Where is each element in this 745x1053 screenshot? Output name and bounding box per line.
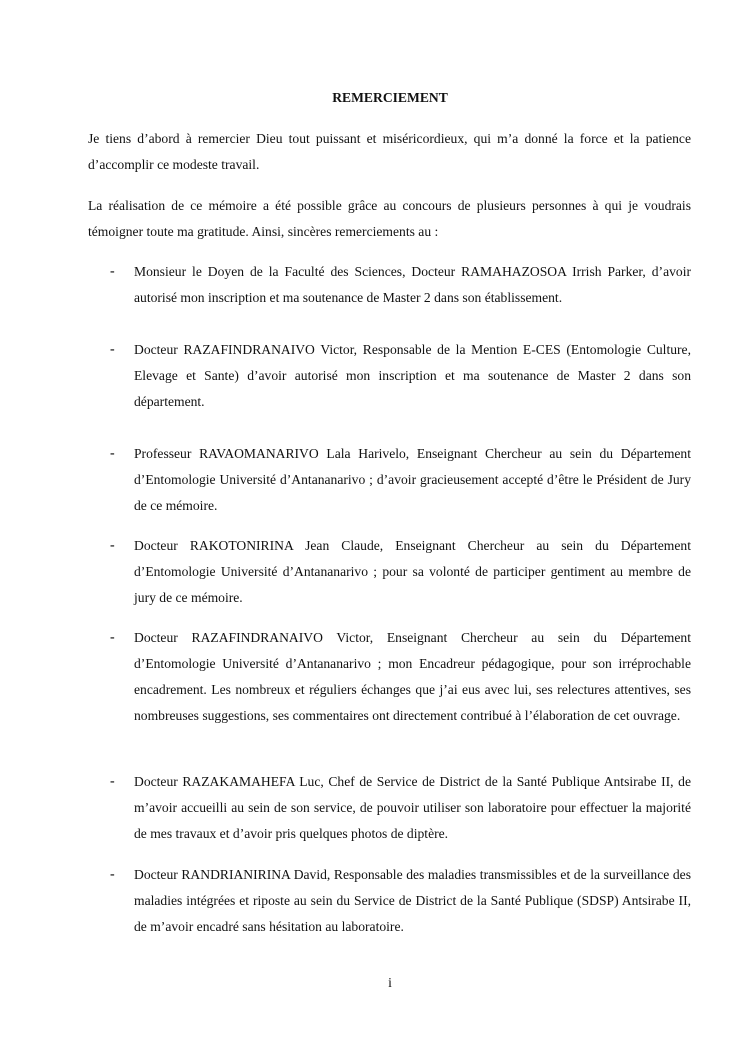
bullet-dash: -	[110, 630, 115, 645]
gratitude-paragraph: La réalisation de ce mémoire a été possible grâce au concours de plusieurs personnes à qui je voudrais témoigner toute ma gratitude. Ainsi, sincères remerciements au :	[88, 198, 691, 239]
bullet-dash: -	[110, 538, 115, 553]
list-item	[110, 769, 691, 847]
intro-paragraph: Je tiens d’abord à remercier Dieu tout puissant et miséricordieux, qui m’a donné la force et la patience d’accomplir ce modeste travail.	[88, 131, 691, 172]
list-item-text: Monsieur le Doyen de la Faculté des Sciences, Docteur RAMAHAZOSOA Irrish Parker, d’avoir autorisé mon inscription et ma soutenance de Master 2 dans son établissement.	[134, 264, 691, 305]
list-item	[110, 259, 691, 311]
bullet-dash: -	[110, 342, 115, 357]
list-item-text: Docteur RAZAFINDRANAIVO Victor, Enseignant Chercheur au sein du Département d’Entomologie Université d’Antananarivo ; mon Encadreur pédagogique, pour son irréprochable encadrement. Les nombreux et réguliers échanges que j’ai eus avec lui, ses relectures attentives, ses nombreuses suggestions, ses commentaires ont directement contribué à l’élaboration de cet ouvrage.	[134, 630, 691, 723]
list-item-text: Docteur RAZAFINDRANAIVO Victor, Responsable de la Mention E-CES (Entomologie Culture, Elevage et Sante) d’avoir autorisé mon inscription et ma soutenance de Master 2 dans son département.	[134, 342, 691, 409]
list-item-text: Docteur RAZAKAMAHEFA Luc, Chef de Service de District de la Santé Publique Antsirabe II, de m’avoir accueilli au sein de son service, de pouvoir utiliser son laboratoire pour effectuer la majorité de mes travaux et d’avoir pris quelques photos de diptère.	[134, 774, 691, 841]
list-item-text: Professeur RAVAOMANARIVO Lala Harivelo, Enseignant Chercheur au sein du Département d’Entomologie Université d’Antananarivo ; d’avoir gracieusement accepté d’être le Président de Jury de ce mémoire.	[134, 446, 691, 513]
bullet-dash: -	[110, 446, 115, 461]
page-number: i	[388, 975, 392, 990]
bullet-dash: -	[110, 264, 115, 279]
bullet-dash: -	[110, 867, 115, 882]
bullet-dash: -	[110, 774, 115, 789]
list-item-text: Docteur RANDRIANIRINA David, Responsable des maladies transmissibles et de la surveillance des maladies intégrées et riposte au sein du Service de District de la Santé Publique (SDSP) Antsirabe II, de m’avoir encadré sans hésitation au laboratoire.	[134, 867, 691, 934]
page-title: REMERCIEMENT	[332, 90, 448, 105]
list-item	[110, 441, 691, 519]
list-item-text: Docteur RAKOTONIRINA Jean Claude, Enseignant Chercheur au sein du Département d’Entomologie Université d’Antananarivo ; pour sa volonté de participer gentiment au membre de jury de ce mémoire.	[134, 538, 691, 605]
list-item	[110, 533, 691, 611]
list-item	[110, 337, 691, 415]
list-item	[110, 625, 691, 729]
list-item	[110, 862, 691, 940]
